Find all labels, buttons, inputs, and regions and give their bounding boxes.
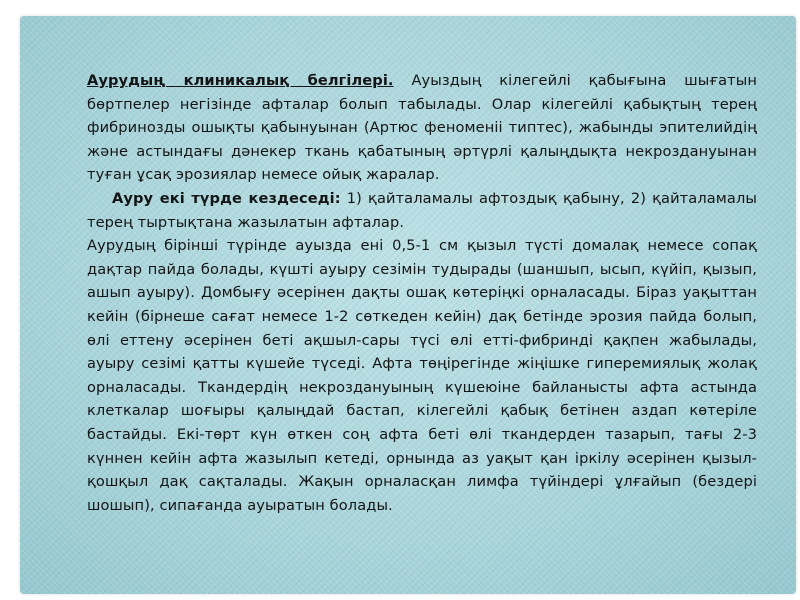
disease-forms-text: 1) қайталамалы афтоздық қабыну, 2) қайталамалы терең тыртықтана жазылатын афталар. bbox=[87, 189, 757, 231]
clinical-signs-heading: Аурудың клиникалық белгілері. bbox=[87, 72, 394, 89]
first-form-text: Аурудың бірінші түрінде ауызда ені 0,5-1 см қызыл түсті домалақ немесе сопақ дақтар пайда болады, күшті ауыру сезімін тудырады (шаншып, ысып, күйіп, қызып, ашып ауыру). Домбығу әсерінен дақты ошақ көтеріңкі орналасады. Біраз уақыттан кейін (бірнеше сағат немесе 1-2 сөткеден кейін) дақ бетінде эрозия пайда болып, өлі еттену әсерінен беті ақшыл-сары түсі өлі етті-фибринді қақпен жабылады, ауыру сезімі қатты күшейе түседі. Афта төңірегінде жіңішке гиперемиялық жолақ орналасады. Ткандердің некроздануының күшеюіне байланысты афта астында клеткалар шоғыры қалыңдай бастап, кілегейлі қабық бетінен аздап көтеріле бастайды. Екі-төрт күн өткен соң афта беті өлі ткандерден тазарып, тағы 2-3 күннен кейін афта жазылып кетеді, орнында аз уақыт қан іркілу әсерінен қызыл-қошқыл дақ сақталады. Жақын орналасқан лимфа түйіндері ұлғайып (бездері шошып), сипағанда ауыратын болады. bbox=[87, 237, 757, 514]
paragraph-clinical-signs bbox=[87, 69, 757, 187]
paragraph-first-form bbox=[87, 234, 757, 517]
slide-text-block bbox=[87, 69, 757, 517]
paragraph-disease-forms bbox=[87, 187, 757, 234]
clinical-signs-text: Ауыздың кілегейлі қабығына шығатын бөртпелер негізінде афталар болып табылады. Олар кілегейлі қабықтың терең фибринозды ошықты қабынуынан (Артюс феноменіі типтес), жабынды эпителийдің және астындағы дәнекер ткань қабатының әртүрлі қалыңдықта некроздануынан туған ұсақ эрозиялар немесе ойық жаралар. bbox=[87, 72, 757, 184]
disease-forms-heading: Ауру екі түрде кездеседі: bbox=[112, 189, 341, 207]
